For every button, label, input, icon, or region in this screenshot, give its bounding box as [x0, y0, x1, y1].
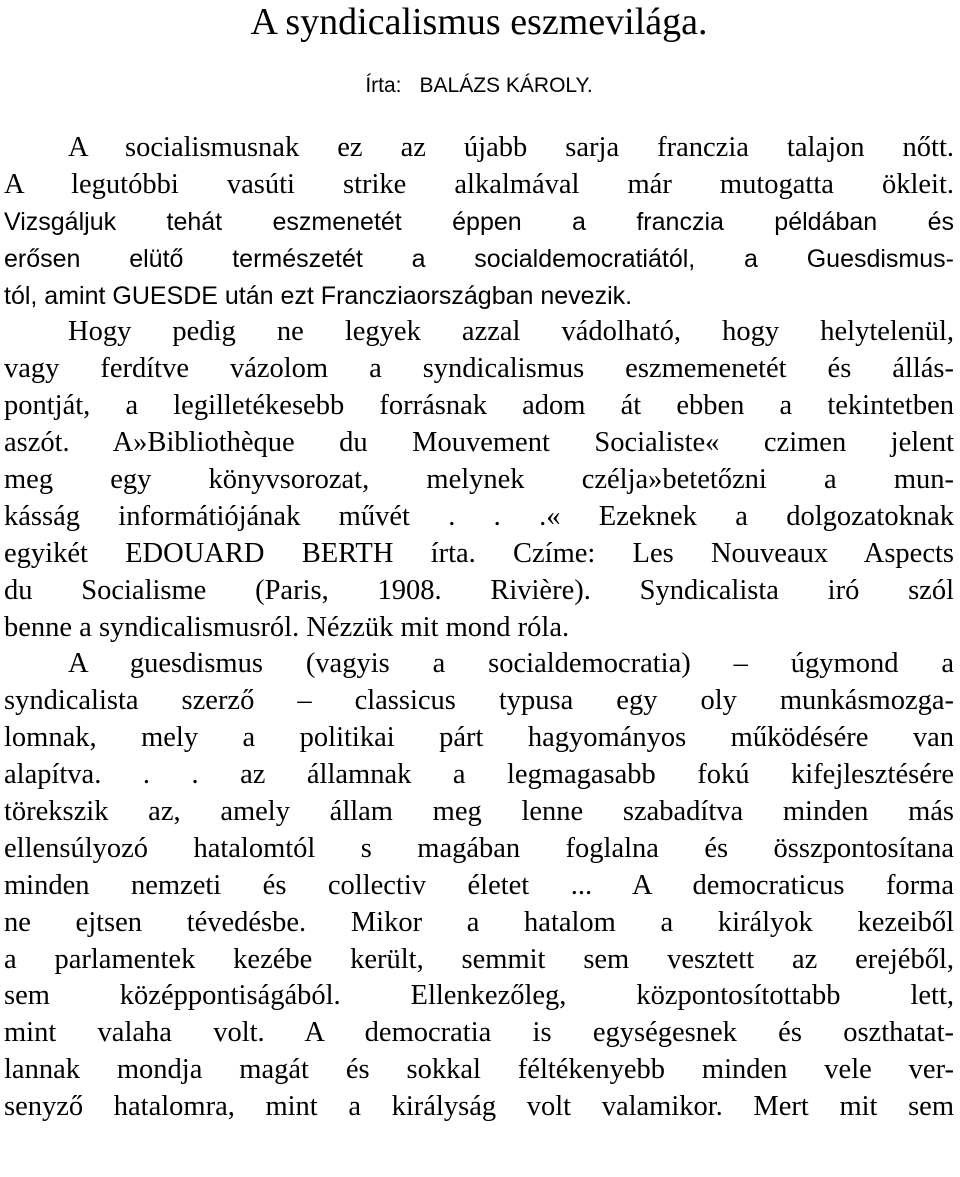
text-line: lannak mondja magát és sokkal féltékenyebb minden vele ver- [4, 1054, 954, 1086]
byline [4, 72, 954, 100]
text-line: lomnak, mely a politikai párt hagyományos működésére van [4, 722, 954, 754]
document-title: A syndicalismus eszmevilága. [250, 1, 708, 43]
article-body [4, 130, 954, 1126]
text-line: meg egy könyvsorozat, melynek czélja»betetőzni a mun- [4, 464, 954, 496]
text-line: A guesdismus (vagyis a socialdemocratia) – úgymond a [68, 648, 954, 680]
text-line: ellensúlyozó hatalomtól s magában foglalna és összpontosítana [4, 832, 954, 864]
author-name: BALÁZS KÁROLY. [419, 74, 593, 97]
text-line: minden nemzeti és collectiv életet ... A democraticus forma [4, 869, 954, 901]
text-line: erősen elütő természetét a socialdemocratiától, a Guesdismus- [4, 244, 954, 273]
text-line: syndicalista szerző – classicus typusa egy oly munkásmozga- [4, 685, 954, 717]
text-line: mint valaha volt. A democratia is egységesnek és oszthatat- [4, 1017, 954, 1049]
text-line: sem középpontiságából. Ellenkezőleg, központosítottabb lett, [4, 980, 954, 1012]
text-line: du Socialisme (Paris, 1908. Rivière). Syndicalista iró szól [4, 574, 954, 606]
text-line: Hogy pedig ne legyek azzal vádolható, hogy helytelenül, [68, 316, 954, 348]
text-line: kásság informátiójának művét . . .« Ezeknek a dolgozatoknak [4, 500, 954, 532]
text-line: tól, amint GUESDE után ezt Francziaországban nevezik. [4, 281, 633, 310]
text-line: törekszik az, amely állam meg lenne szabadítva minden más [4, 796, 954, 828]
text-line: vagy ferdítve vázolom a syndicalismus eszmemenetét és állás- [4, 353, 954, 385]
text-line: pontját, a legilletékesebb forrásnak adom át ebben a tekintetben [4, 390, 954, 422]
text-line: ne ejtsen tévedésbe. Mikor a hatalom a királyok kezeiből [4, 906, 954, 938]
text-line: Vizsgáljuk tehát eszmenetét éppen a franczia példában és [4, 207, 954, 236]
text-line: senyző hatalomra, mint a királyság volt valamikor. Mert mit sem [4, 1091, 954, 1123]
byline-prefix: Írta: [365, 74, 402, 97]
document-page [4, 0, 954, 1126]
text-line: A socialismusnak ez az újabb sarja franczia talajon nőtt. [68, 132, 954, 163]
text-line: alapítva. . . az államnak a legmagasabb fokú kifejlesztésére [4, 759, 954, 791]
text-line: a parlamentek kezébe került, semmit sem vesztett az erejéből, [4, 943, 954, 975]
text-line: aszót. A»Bibliothèque du Mouvement Socialiste« czimen jelent [4, 427, 954, 459]
text-line: A legutóbbi vasúti strike alkalmával már mutogatta ökleit. [4, 168, 954, 200]
text-line: egyikét EDOUARD BERTH írta. Czíme: Les Nouveaux Aspects [4, 537, 954, 569]
text-line: benne a syndicalismusról. Nézzük mit mond róla. [4, 611, 570, 643]
